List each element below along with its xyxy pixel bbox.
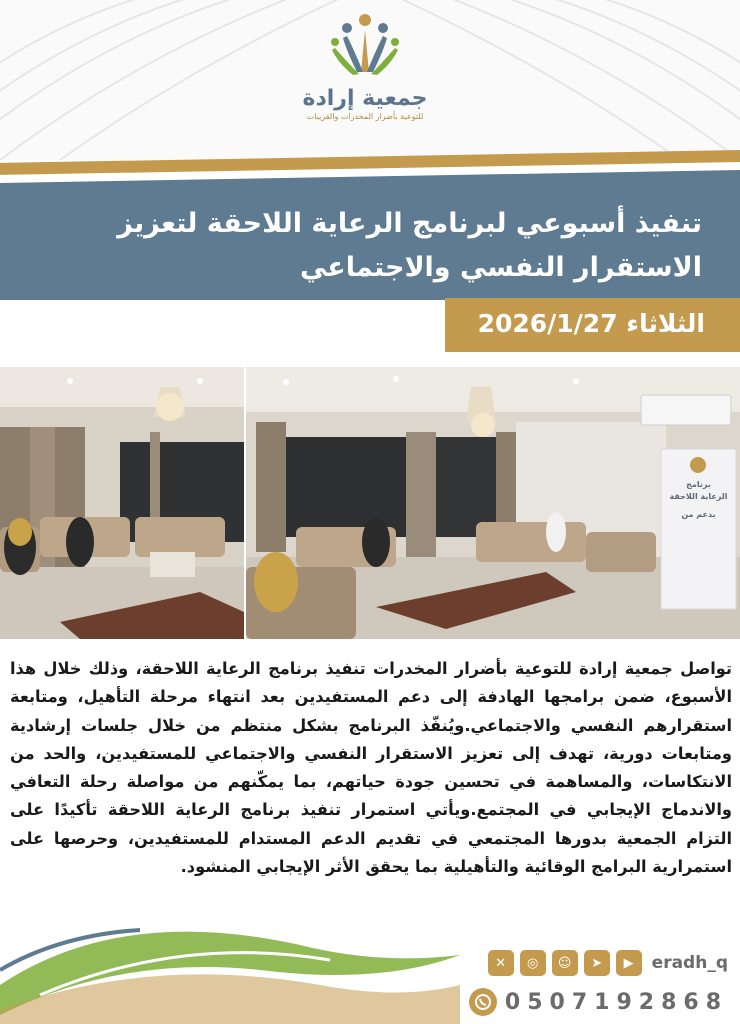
photo-left bbox=[0, 367, 244, 639]
headline: تنفيذ أسبوعي لبرنامج الرعاية اللاحقة لتعزيز الاستقرار النفسي والاجتماعي bbox=[117, 208, 702, 283]
banner-line3: بدعم من bbox=[681, 510, 716, 519]
banner-line2: الرعاية اللاحقة bbox=[669, 492, 728, 501]
x-icon[interactable]: ✕ bbox=[488, 950, 514, 976]
organization-tagline: للتوعية بأضرار المخدرات والقريبات bbox=[306, 112, 424, 121]
photo-right bbox=[246, 367, 740, 639]
banner-line1: برنامج bbox=[686, 480, 711, 489]
youtube-icon[interactable]: ▶ bbox=[616, 950, 642, 976]
phone-contact bbox=[469, 988, 728, 1016]
leaf-decoration-icon bbox=[0, 915, 460, 1024]
date-line: الثلاثاء 2026/1/27 bbox=[477, 309, 705, 338]
telegram-icon[interactable]: ➤ bbox=[584, 950, 610, 976]
organization-name: جمعية إرادة bbox=[302, 86, 428, 111]
photo-rollup-banner bbox=[661, 479, 736, 521]
instagram-icon[interactable]: ◎ bbox=[520, 950, 546, 976]
phone-number[interactable]: 0507192868 bbox=[504, 989, 728, 1015]
social-links bbox=[488, 950, 728, 976]
logo-mark-icon bbox=[325, 12, 405, 82]
social-handle[interactable]: eradh_q bbox=[651, 953, 728, 973]
snapchat-icon[interactable]: ☺ bbox=[552, 950, 578, 976]
whatsapp-icon[interactable] bbox=[469, 988, 497, 1016]
organization-logo bbox=[290, 12, 440, 132]
article-body: تواصل جمعية إرادة للتوعية بأضرار المخدرات تنفيذ برنامج الرعاية اللاحقة، وذلك خلال هذا الأسبوع، ضمن برامجها الهادفة إلى دعم المستفيدين بعد انتهاء مرحلة التأهيل، ومتابعة استقرارهم النفسي والاجتماعي.ويُنفّذ البرنامج بشكل منتظم من خلال جلسات إرشادية ومتابعات دورية، تهدف إلى تعزيز الاستقرار النفسي والاجتماعي للمستفيدين، والحد من الانتكاسات، والمساهمة في تحسين جودة حياتهم، بما يمكّنهم من مواصلة رحلة التعافي والاندماج الإيجابي في المجتمع.ويأتي استمرار تنفيذ برنامج الرعاية اللاحقة تأكيدًا على التزام الجمعية بدورها المجتمعي في تقديم الدعم المستدام للمستفيدين، وحرصها على استمرارية البرامج الوقائية والتأهيلية بما يحقق الأثر الإيجابي المنشود. bbox=[10, 659, 732, 877]
